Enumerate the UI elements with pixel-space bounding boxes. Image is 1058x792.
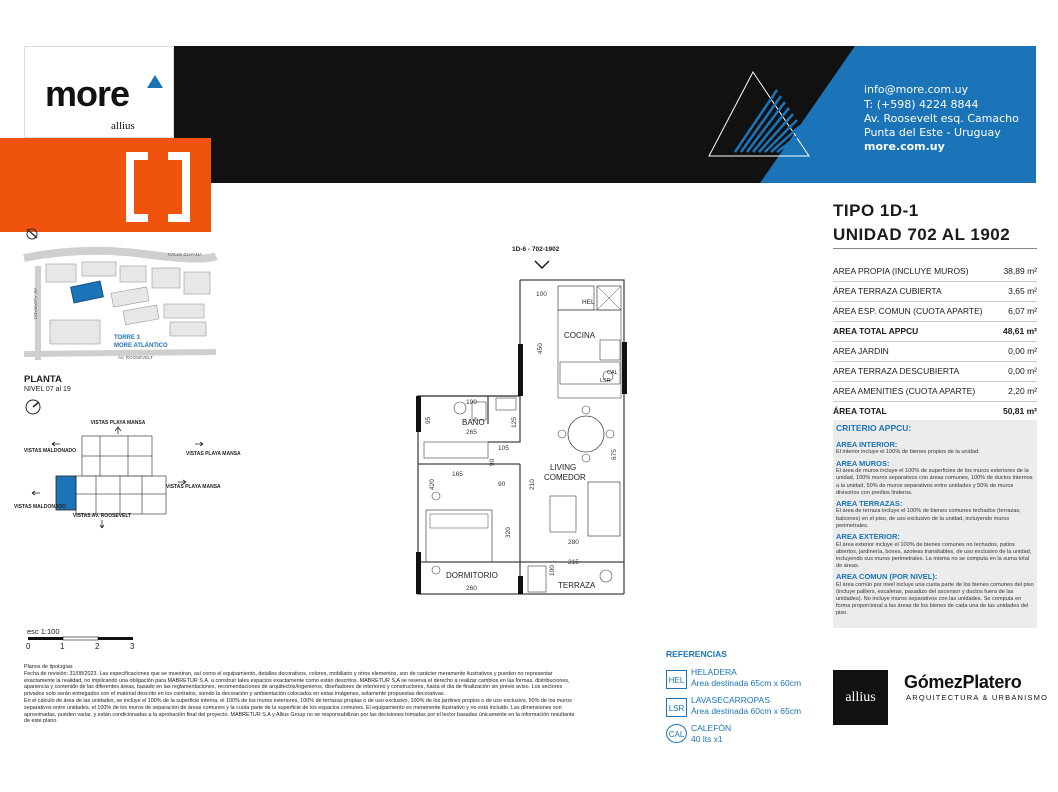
ref-cal-name: CALEFÓN — [691, 723, 732, 733]
scale-bar — [26, 636, 146, 642]
dim-105: 105 — [498, 445, 509, 452]
criteria-exterior-heading: AREA EXTERIOR: — [836, 531, 900, 541]
hel-label: HEL — [582, 299, 595, 306]
room-cocina: COCINA — [564, 331, 596, 340]
dim-90b: 90 — [498, 481, 506, 488]
room-terraza: TERRAZA — [558, 581, 596, 590]
contact-city: Punta del Este - Uruguay — [864, 126, 1001, 139]
contact-address: Av. Roosevelt esq. Camacho — [864, 112, 1019, 125]
ref-hel-name: HELADERA — [691, 667, 737, 677]
more-logo — [24, 46, 174, 138]
criteria-interior-heading: AREA INTERIOR: — [836, 439, 898, 449]
area-value: 3,65 m² — [999, 282, 1037, 302]
contact-phone: T: (+598) 4224 8844 — [864, 98, 979, 111]
label-more-atlantico: MORE ATLÁNTICO — [114, 343, 168, 349]
criteria-muros-text: El área de muros incluye el 100% de superficies de los muros exteriores de la unidad, 100% muros separativos con áreas comunes, 100% de ductos internos a la unidad, 50% de muros separativos entre unidades y 50% de muros divisorios con predios linderos. — [836, 468, 1033, 496]
criteria-box — [833, 420, 1037, 628]
triangle-emblem-icon — [705, 70, 815, 160]
label-torre: TORRE 3 — [114, 335, 140, 341]
label-vistas-maldonado-2: VISTAS MALDONADO — [13, 504, 67, 510]
area-value: 0,00 m² — [999, 342, 1037, 362]
dim-210: 210 — [529, 479, 536, 490]
area-value: 50,81 m² — [999, 402, 1037, 422]
areas-table — [833, 262, 1037, 422]
cal-icon: CAL — [666, 724, 687, 743]
dim-125: 125 — [511, 417, 518, 428]
planta-title: PLANTA — [24, 374, 62, 385]
scale-tick-3: 3 — [130, 642, 135, 651]
area-label: ÁREA TERRAZA CUBIERTA — [833, 282, 999, 302]
scale-tick-2: 2 — [95, 642, 100, 651]
location-map — [24, 226, 216, 360]
dim-100b: 100 — [549, 565, 556, 576]
bracket-badge — [0, 138, 211, 232]
criteria-exterior-text: El área exterior incluye el 100% de bienes comunes no techados, patios abiertos, jardinería, boxes, azoteas transitables, de uso exclusivo de la unidad, incluyendo sus muros perimetrales. La misma no se computa en la suma total de áreas. — [836, 541, 1032, 569]
label-av-roosevelt: AV. ROOSEVELT — [118, 355, 153, 360]
ref-cal-desc: 40 lts x1 — [691, 734, 723, 744]
label-vistas-maldonado-1: VISTAS MALDONADO — [23, 448, 77, 454]
label-calle-guyana: CALLE GUYANA — [167, 252, 202, 257]
unit-code: 1D-6 - 702-1902 — [512, 246, 560, 253]
label-vistas-playa-mansa-right: VISTAS PLAYA MANSA — [186, 451, 241, 457]
brackets-icon — [0, 138, 211, 232]
scale-label: esc 1:100 — [27, 627, 60, 636]
label-vistas-av-roosevelt: VISTAS AV. ROOSEVELT — [72, 513, 132, 519]
criteria-title: CRITERIO APPCU: — [836, 423, 912, 433]
area-row — [833, 402, 1037, 422]
area-label: ÁREA TOTAL — [833, 402, 999, 422]
unit-unidad: UNIDAD 702 AL 1902 — [833, 225, 1011, 244]
area-label: AREA TOTAL APPCU — [833, 322, 999, 342]
criteria-muros-heading: AREA MUROS: — [836, 458, 890, 468]
ref-hel-desc: Área destinada 65cm x 60cm — [691, 678, 802, 688]
dim-190: 190 — [466, 399, 477, 406]
criteria-comun-text: El área común por nivel incluye una cuota parte de los bienes comunes del piso (incluye palliers, escaleras, pasadizo del ascensor y ductos fuera de las unidades). No incluye muros separativos con las unidades. Se computa en forma proporcional a las áreas de los bienes de cada una de las unidades del piso. — [836, 581, 1034, 617]
notes-p2: En el cálculo de área de las unidades, se incluye el 100% de la superficie interna, el 100% de los muros exteriores, 100% de terrazas propias o de uso exclusivo, 100% de los jardines propios o de uso exclusivo, 50% de los muros separativos entre unidades, el 100% de los muros de separación de áreas comunes y la cuota parte de la superficie de los espacios comunes. El equipamiento es meramente ilustrativo y no está incluido. Las dimensiones son aproximadas, pueden variar, y están condicionadas a la aprobación final del proyecto. MABRETUR S.A y Allius Group no se responsabilizan por las decisiones tomadas por el lector basadas únicamente en la información resultante de este plano. — [24, 697, 575, 725]
area-row — [833, 262, 1037, 282]
area-value: 0,00 m² — [999, 362, 1037, 382]
area-label: AREA PROPIA (INCLUYE MUROS) — [833, 262, 999, 282]
scale-tick-1: 1 — [60, 642, 65, 651]
dim-90a: 90 — [489, 458, 496, 466]
floor-key-plan — [10, 412, 241, 532]
notes-title: Planos de tipologías — [24, 664, 73, 670]
area-label: AREA AMENITIES (CUOTA APARTE) — [833, 382, 999, 402]
area-value: 2,20 m² — [999, 382, 1037, 402]
dim-165: 165 — [452, 471, 463, 478]
dim-265: 265 — [466, 429, 477, 436]
room-living: LIVING — [550, 463, 577, 472]
area-label: AREA TERRAZA DESCUBIERTA — [833, 362, 999, 382]
dim-215: 215 — [568, 559, 579, 566]
label-av-alvarado: AV. ALVARADO — [33, 288, 38, 320]
dim-675: 675 — [611, 449, 618, 460]
dim-100: 100 — [536, 291, 547, 298]
area-label: AREA JARDIN — [833, 342, 999, 362]
area-row — [833, 342, 1037, 362]
area-row — [833, 382, 1037, 402]
dim-280: 280 — [568, 539, 579, 546]
logo-sub: allius — [111, 120, 135, 132]
torre-highlight — [71, 281, 104, 303]
scale-tick-0: 0 — [26, 642, 31, 651]
ref-lsr-desc: Área destinada 60cm x 65cm — [691, 706, 802, 716]
dim-260: 260 — [466, 585, 477, 592]
area-value: 6,07 m² — [999, 302, 1037, 322]
label-vistas-playa-mansa-top: VISTAS PLAYA MANSA — [90, 420, 146, 426]
notes-p1: Fecha de revisión: 31/08/2023. Las especificaciones que se muestran, así como el equipamiento, detalles decorativos, colores, mobiliario y otros elementos, son de carácter meramente ilustrativos y pueden no representar exactamente la realidad, no implicando una obligación para MABRETUR S.A. a construir tales espacios exactamente como están descritos. MABRETUR S.A se reserva el derecho a realizar cambios en las formas, distribuciones, apariencia y contenido de las diferentes áreas, basado en las reglamentaciones, recomendaciones de arquitectos/ingenieros, diseñadores de interiores y constructores, hasta el día de finalización sin previo aviso. Los sectores privados solo serán entregados con el material descrito en los contratos, siendo la decoración y ambientación colocados en estas imágenes, solamente propuestas decorativas. — [24, 670, 570, 698]
dim-420: 420 — [429, 479, 436, 490]
criteria-terrazas-text: El área de terraza incluye el 100% de bienes comunes techados (terrazas, balcones) en el piso, de uso exclusivo de la unidad, incluyendo muros perimetrales. — [836, 508, 1021, 529]
floor-plan — [410, 274, 630, 604]
ref-lsr-name: LAVASECARROPAS — [691, 695, 770, 705]
dim-95: 95 — [425, 416, 432, 424]
label-vistas-playa-mansa-right2: VISTAS PLAYA MANSA — [166, 484, 221, 490]
unit-tipo: TIPO 1D-1 — [833, 201, 919, 220]
gomez-platero-logo: GómezPlatero — [904, 672, 1022, 692]
room-dormitorio: DORMITORIO — [446, 571, 498, 580]
allius-logo: allius — [833, 670, 888, 725]
contact-email[interactable]: info@more.com.uy — [864, 83, 969, 96]
referencias-title: REFERENCIAS — [666, 649, 727, 659]
planta-nivel: NIVEL 07 al 19 — [24, 386, 71, 393]
cal-label: CAL — [607, 370, 618, 376]
contact-website[interactable]: more.com.uy — [864, 140, 945, 153]
room-banio: BAÑO — [462, 418, 485, 427]
lsr-icon: LSR — [666, 698, 687, 717]
area-label: ÁREA ESP. COMUN (CUOTA APARTE) — [833, 302, 999, 322]
dim-450: 450 — [537, 343, 544, 354]
gomez-platero-subtitle: ARQUITECTURA & URBANISMO — [906, 693, 1049, 702]
logo-text: more — [45, 73, 130, 114]
area-value: 48,61 m² — [999, 322, 1037, 342]
room-comedor: COMEDOR — [544, 473, 586, 482]
area-row — [833, 362, 1037, 382]
entry-arrow-icon — [533, 258, 551, 270]
area-row — [833, 322, 1037, 342]
lsr-label: LSR — [600, 378, 611, 384]
area-row — [833, 282, 1037, 302]
criteria-terrazas-heading: AREA TERRAZAS: — [836, 498, 903, 508]
criteria-comun-heading: AREA COMUN (POR NIVEL): — [836, 572, 938, 582]
hel-icon: HEL — [666, 670, 687, 689]
logo-triangle-icon — [147, 75, 163, 88]
notes-block — [24, 664, 576, 725]
dim-320: 320 — [505, 527, 512, 538]
area-value: 38,89 m² — [999, 262, 1037, 282]
area-row — [833, 302, 1037, 322]
title-divider — [833, 248, 1037, 249]
criteria-interior-text: El interior incluye el 100% de bienes propios de la unidad. — [836, 449, 980, 456]
